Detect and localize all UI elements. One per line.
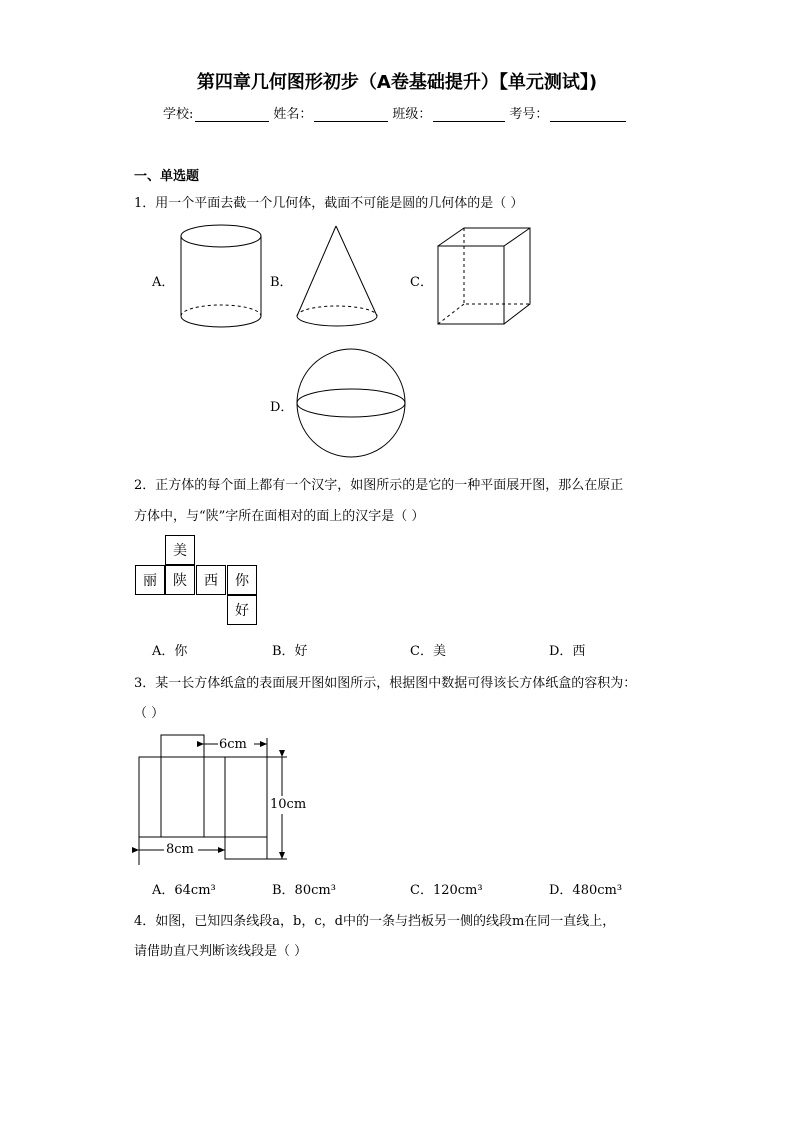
cone-figure bbox=[293, 222, 383, 332]
q2-option-d: D．西 bbox=[549, 644, 586, 659]
q1-option-a-label: A． bbox=[152, 275, 175, 290]
school-label: 学校: bbox=[163, 107, 194, 122]
net-cell-center: 陕 bbox=[165, 565, 195, 595]
q2-option-c: C．美 bbox=[410, 644, 446, 659]
q1-option-d-label: D． bbox=[270, 400, 294, 415]
cube-figure bbox=[436, 226, 536, 330]
q3-option-d: D．480cm³ bbox=[549, 883, 623, 898]
name-label: 姓名： bbox=[273, 107, 313, 122]
question-3-line-2: （ ） bbox=[134, 706, 165, 721]
net-cell-right: 西 bbox=[196, 565, 226, 595]
student-info-row bbox=[163, 103, 630, 122]
dim-6cm-label: 6cm bbox=[219, 737, 247, 752]
q3-option-c: C．120cm³ bbox=[410, 883, 483, 898]
dim-10cm-label: 10cm bbox=[270, 797, 307, 812]
q2-option-a: A．你 bbox=[152, 644, 188, 659]
q3-option-b: B．80cm³ bbox=[272, 883, 336, 898]
examno-blank bbox=[550, 107, 626, 122]
net-cell-top: 美 bbox=[165, 535, 195, 565]
question-4-line-1: 4．如图，已知四条线段a，b，c，d中的一条与挡板另一侧的线段m在同一直线上， bbox=[134, 914, 616, 929]
class-label: 班级： bbox=[392, 107, 432, 122]
name-blank bbox=[314, 107, 388, 122]
q1-option-b-label: B． bbox=[270, 275, 293, 290]
q1-option-c-label: C． bbox=[410, 275, 433, 290]
examno-label: 考号： bbox=[509, 107, 549, 122]
sphere-figure bbox=[294, 348, 408, 458]
question-2-line-1: 2．正方体的每个面上都有一个汉字，如图所示的是它的一种平面展开图，那么在原正 bbox=[134, 478, 624, 493]
cylinder-figure bbox=[176, 222, 266, 332]
question-1-text: 1．用一个平面去截一个几何体，截面不可能是圆的几何体的是（ ） bbox=[134, 196, 524, 211]
page-title: 第四章几何图形初步（A卷基础提升）【单元测试】) bbox=[196, 72, 598, 93]
dim-8cm-label: 8cm bbox=[166, 842, 194, 857]
q3-option-a: A．64cm³ bbox=[152, 883, 216, 898]
net-cell-far-right: 你 bbox=[227, 565, 257, 595]
net-cell-left: 丽 bbox=[135, 565, 165, 595]
question-4-line-2: 请借助直尺判断该线段是（ ） bbox=[134, 944, 308, 959]
question-3-line-1: 3．某一长方体纸盒的表面展开图如图所示，根据图中数据可得该长方体纸盒的容积为： bbox=[134, 676, 637, 691]
question-2-line-2: 方体中，与“陕”字所在面相对的面上的汉字是（ ） bbox=[134, 509, 425, 524]
section-heading: 一、单选题 bbox=[134, 169, 200, 184]
q2-option-b: B．好 bbox=[272, 644, 308, 659]
class-blank bbox=[433, 107, 505, 122]
school-blank bbox=[195, 107, 269, 122]
net-cell-bottom: 好 bbox=[227, 595, 257, 625]
